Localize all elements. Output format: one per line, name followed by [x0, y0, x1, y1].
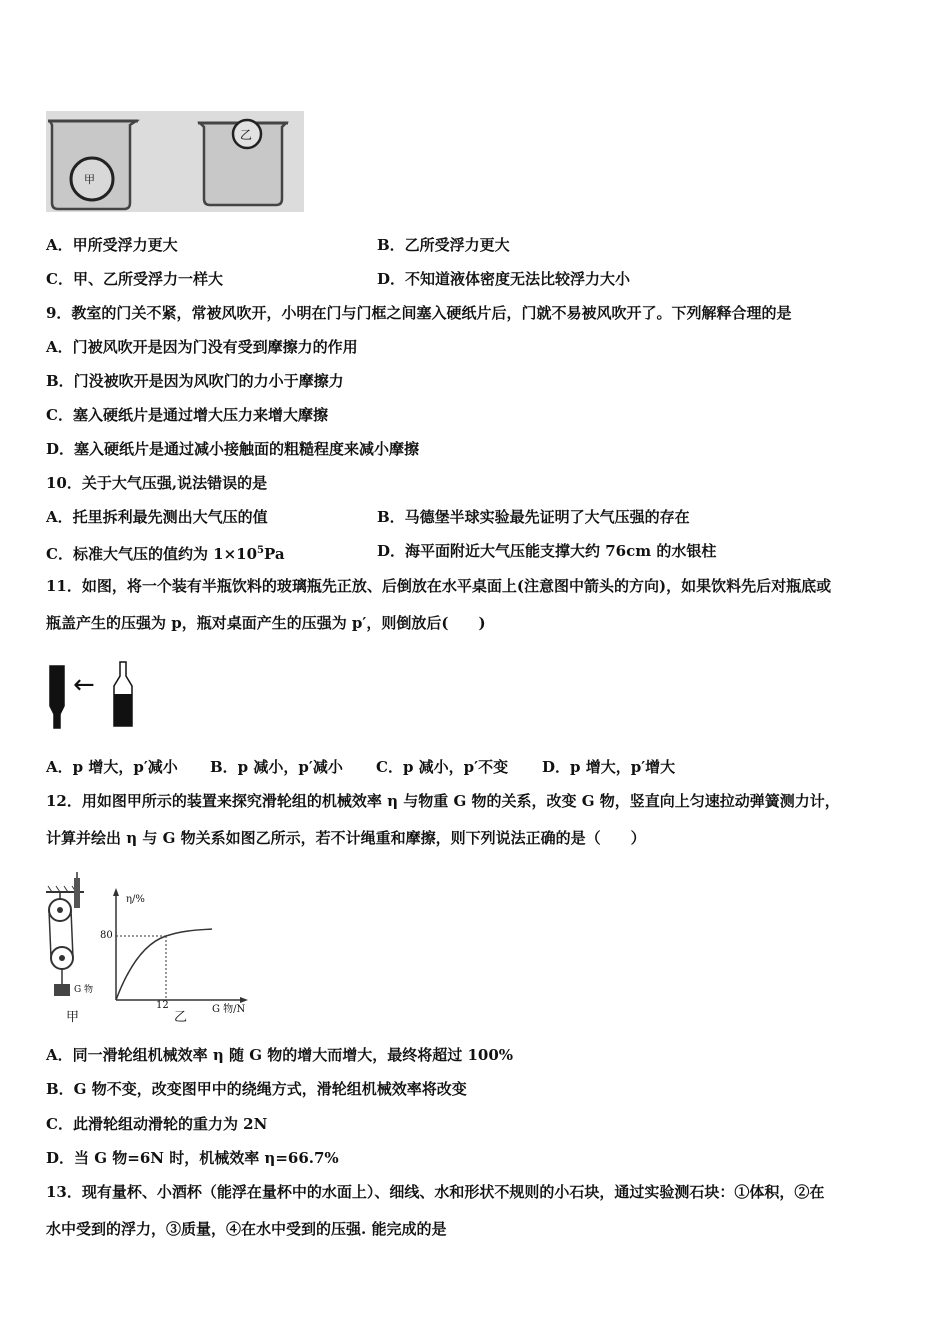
q12-option-c: C．此滑轮组动滑轮的重力为 2N — [46, 1115, 268, 1133]
graph-y-tick-80: 80 — [100, 930, 113, 941]
q10-stem: 10．关于大气压强,说法错误的是 — [46, 474, 268, 492]
q11-stem-line1: 11．如图，将一个装有半瓶饮料的玻璃瓶先正放、后倒放在水平桌面上(注意图中箭头的方向)，如果饮料先后对瓶底或 — [46, 577, 832, 595]
q11-option-d: D．p 增大，p′增大 — [542, 758, 676, 776]
q8-option-d: D．不知道液体密度无法比较浮力大小 — [377, 270, 631, 288]
q10-option-d: D．海平面附近大气压能支撑大约 76cm 的水银柱 — [377, 542, 717, 560]
q11-stem-line2: 瓶盖产生的压强为 p，瓶对桌面产生的压强为 p′，则倒放后( ) — [46, 614, 486, 632]
q9-option-b: B．门没被吹开是因为风吹门的力小于摩擦力 — [46, 372, 344, 390]
q12-stem-line1: 12．用如图甲所示的装置来探究滑轮组的机械效率 η 与物重 G 物的关系，改变 G 物，竖直向上匀速拉动弹簧测力计， — [46, 792, 840, 810]
bottles-figure — [46, 658, 138, 732]
graph-y-axis-label: η/% — [126, 894, 145, 905]
q9-option-a: A．门被风吹开是因为门没有受到摩擦力的作用 — [46, 338, 358, 356]
q10-option-c-unit: Pa — [264, 545, 285, 563]
ball-label-yi: 乙 — [240, 128, 253, 142]
arrow-left-icon: ← — [73, 670, 95, 700]
pulley-efficiency-figure — [44, 872, 248, 1025]
q12-option-a: A．同一滑轮组机械效率 η 随 G 物的增大而增大，最终将超过 100% — [46, 1046, 514, 1064]
figure-label-yi: 乙 — [174, 1010, 188, 1025]
q11-option-b: B．p 减小，p′减小 — [210, 758, 343, 776]
q9-option-d: D．塞入硬纸片是通过减小接触面的粗糙程度来减小摩擦 — [46, 440, 420, 458]
q10-option-c-text: C．标准大气压的值约为 1×10 — [46, 545, 258, 563]
q8-option-a: A．甲所受浮力更大 — [46, 236, 178, 254]
q10-option-c — [46, 540, 285, 565]
ball-label-jia: 甲 — [84, 173, 95, 186]
q8-option-c: C．甲、乙所受浮力一样大 — [46, 270, 223, 288]
q9-option-c: C．塞入硬纸片是通过增大压力来增大摩擦 — [46, 406, 328, 424]
q12-option-b: B．G 物不变，改变图甲中的绕绳方式，滑轮组机械效率将改变 — [46, 1080, 467, 1098]
q13-stem-line2: 水中受到的浮力，③质量，④在水中受到的压强. 能完成的是 — [46, 1220, 447, 1238]
q12-option-d: D．当 G 物=6N 时，机械效率 η=66.7% — [46, 1149, 339, 1167]
q11-option-a: A．p 增大，p′减小 — [46, 758, 178, 776]
q10-option-a: A．托里拆利最先测出大气压的值 — [46, 508, 268, 526]
weight-label: G 物 — [74, 985, 94, 995]
graph-x-tick-12: 12 — [156, 1000, 169, 1011]
q8-option-b: B．乙所受浮力更大 — [377, 236, 510, 254]
q10-option-c-exponent: 5 — [257, 545, 265, 556]
q12-stem-line2: 计算并绘出 η 与 G 物关系如图乙所示，若不计绳重和摩擦，则下列说法正确的是（ ） — [46, 829, 646, 847]
figure-label-jia: 甲 — [66, 1010, 80, 1025]
q13-stem-line1: 13．现有量杯、小酒杯（能浮在量杯中的水面上）、细线、水和形状不规则的小石块，通过实验测石块：①体积，②在 — [46, 1183, 825, 1201]
q9-stem: 9．教室的门关不紧，常被风吹开，小明在门与门框之间塞入硬纸片后，门就不易被风吹开了。下列解释合理的是 — [46, 304, 792, 322]
q11-option-c: C．p 减小，p′不变 — [376, 758, 509, 776]
q10-option-b: B．马德堡半球实验最先证明了大气压强的存在 — [377, 508, 690, 526]
graph-x-axis-label: G 物/N — [212, 1004, 246, 1015]
beakers-figure — [46, 111, 304, 212]
